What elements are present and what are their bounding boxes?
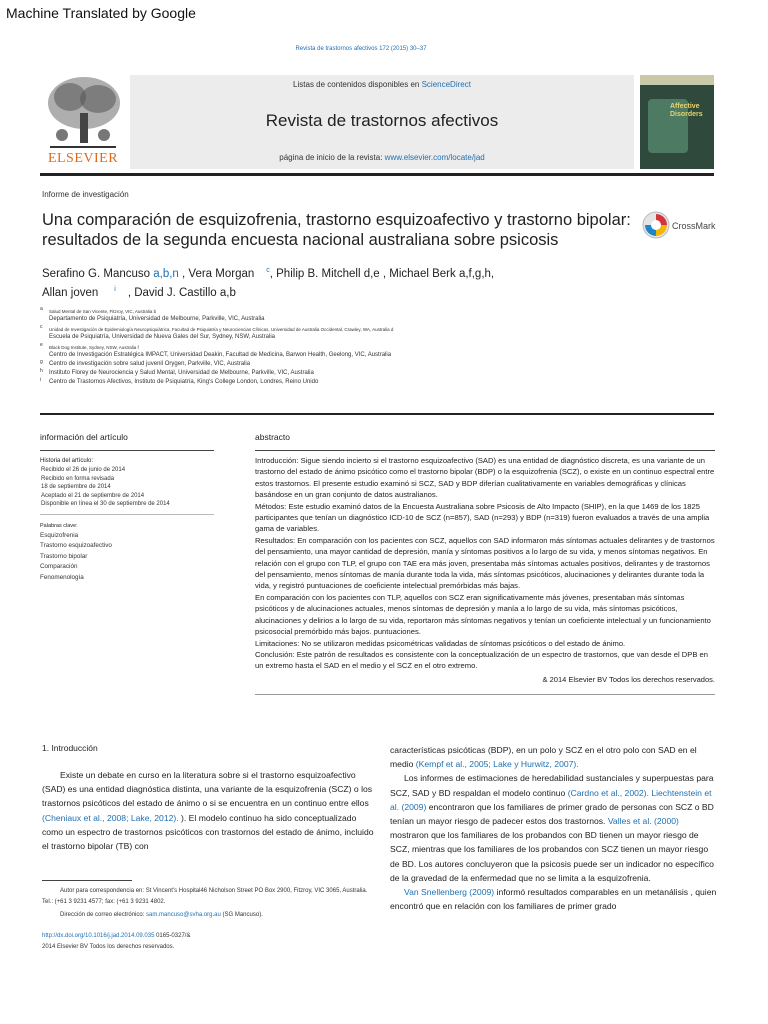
footnote-rule xyxy=(42,880,132,881)
citation-link[interactable]: Van Snellenberg (2009) xyxy=(404,887,495,898)
article-type: Informe de investigación xyxy=(42,190,129,199)
affiliations xyxy=(40,306,720,387)
section-heading: 1. Introducción xyxy=(42,743,98,753)
history-list xyxy=(40,466,214,509)
homepage-link[interactable]: www.elsevier.com/locate/jad xyxy=(384,153,485,162)
email-link[interactable]: sam.mancuso@svha.org.au xyxy=(146,912,221,918)
body-text: características psicóticas (BDP), en un polo y SCZ en el otro polo con SAD en el medio xyxy=(390,745,697,770)
abstract-copyright: & 2014 Elsevier BV Todos los derechos reservados. xyxy=(542,674,715,684)
affiliation xyxy=(40,326,720,333)
affiliation-mark: e xyxy=(40,342,43,348)
affiliation xyxy=(40,344,720,351)
affiliation-text: Escuela de Psiquiatría, Universidad de Nueva Gales del Sur, Sydney, NSW, Australia xyxy=(49,334,276,340)
cover-title-1: Affective xyxy=(670,103,700,110)
citation-link[interactable]: (Cheniaux et al., 2008; Lake, 2012). xyxy=(42,812,179,823)
abstract-paragraph: Conclusión: Este patrón de resultados es consistente con la conceptualización de un espectro de trastornos, que van desde el DPB en un extremo hasta el SAD en el medio y el SCZ en el otro extremo. xyxy=(255,649,708,671)
translation-banner: Machine Translated by Google xyxy=(6,5,196,21)
keyword: Trastorno esquizoafectivo xyxy=(40,542,112,549)
header-rule xyxy=(40,173,714,176)
sciencedirect-link[interactable]: ScienceDirect xyxy=(421,80,471,89)
abstract-paragraph: Limitaciones: No se utilizaron medidas psicométricas validadas de síntomas psicóticos o del estado de ánimo. xyxy=(255,638,626,648)
citation-link[interactable]: Liechtenstein et al. (2009) xyxy=(390,787,712,812)
article-info xyxy=(40,432,214,583)
citation-link[interactable]: (Kempf et al., 2005; Lake y Hurwitz, 2007). xyxy=(415,759,579,770)
author[interactable]: , Michael Berk a,f,g,h, xyxy=(382,267,495,280)
history-item: Recibido en forma revisada xyxy=(41,475,115,482)
author-list xyxy=(42,263,642,301)
body-text: Existe un debate en curso en la literatura sobre si el trastorno esquizoafectivo (SAD) es una entidad diagnóstica distinta, una variante de la esquizofrenia (SCZ) o los trastornos psicóticos del estado de ánimo o si se encuentra en un continuo entre ellos xyxy=(42,770,373,809)
author[interactable]: , David J. Castillo a,b xyxy=(127,286,236,299)
abstract-rule xyxy=(255,450,715,451)
keyword: Comparación xyxy=(40,563,78,570)
body-text: encontraron que los familiares de primer grado de personas con SCZ o BD tenían un mayor riesgo de padecer estos dos trastornos. xyxy=(390,801,714,827)
body-text: mostraron que los familiares de los probandos con BD tienen un mayor riesgo de SCZ, mientras que los familiares de los probandos con SCZ tienen un mayor riesgo de BD. Los autores concluyeron que la psicosis puede ser un indicador no específico de la gravedad de la enfermedad que no se limita a la esquizofrenia. xyxy=(390,830,714,883)
info-separator xyxy=(40,514,214,515)
elsevier-tree-icon xyxy=(40,73,126,153)
abstract-paragraph: En comparación con los pacientes con TLP, aquellos con SCZ eran significativamente más jóvenes, presentaban más síntomas psicóticos y de alucinaciones actuales, menos síntomas de depresión y manía a lo largo de su vida, más síntomas psicóticos, alucinaciones y delirios a lo largo de su vida, reportaron más síntomas negativos y tenían un coeficiente intelectual y un funcionamiento psicosocial premórbido más bajos. puntuaciones. xyxy=(255,592,711,637)
affiliation-text: Centro de Investigación Estratégica IMPACT, Universidad Deakin, Facultad de Medicina, Barwon Health, Geelong, VIC, Australia xyxy=(49,352,392,358)
body-text: Los informes de estimaciones de heredabilidad sustanciales y superpuestas para SCZ, SAD y BD respaldan el modelo continuo xyxy=(390,773,714,798)
affiliation xyxy=(40,308,720,315)
affiliation xyxy=(40,333,720,342)
article-title: Una comparación de esquizofrenia, trastorno esquizoafectivo y trastorno bipolar: resultados de la segunda encuesta nacional australiana sobre psicosis xyxy=(42,211,631,249)
header-band xyxy=(130,75,634,169)
cover-title-2: Disorders xyxy=(670,111,703,118)
keyword: Esquizofrenia xyxy=(40,531,79,539)
intro-paragraph xyxy=(42,768,375,853)
keyword: Fenomenología xyxy=(40,573,84,581)
body-text: ). El modelo continuo ha sido conceptualizado como un espectro de trastornos psicóticos con trastornos del estado de ánimo, incluido el trastorno bipolar (TB) con xyxy=(42,812,374,852)
body-text: informó resultados comparables en un metanálisis , quien encontró que en relación con los familiares de primer grado xyxy=(390,887,717,912)
citation-link[interactable]: (Cardno et al., 2002). xyxy=(567,787,649,798)
affiliation xyxy=(40,360,720,369)
contents-line: Listas de contenidos disponibles en ScienceDirect xyxy=(293,80,471,89)
affiliation-rule xyxy=(40,413,714,415)
crossmark-label: CrossMark xyxy=(672,221,716,231)
abstract-bottom-rule xyxy=(255,694,715,695)
history-item: Disponible en línea el 30 de septiembre de 2014 xyxy=(41,501,170,507)
author[interactable]: , Philip B. Mitchell d,e xyxy=(269,267,380,280)
affiliation-text: Instituto Florey de Neurociencia y Salud Mental, Universidad de Melbourne, Parkville, VIC, Australia xyxy=(49,370,314,376)
body-paragraph xyxy=(390,771,718,885)
affiliation xyxy=(40,315,720,324)
history-item: 18 de septiembre de 2014 xyxy=(41,484,111,490)
elsevier-logo xyxy=(40,73,126,166)
doi-line: http://dx.doi.org/10.1016/j.jad.2014.09.035 0165-0327/& xyxy=(42,933,191,939)
author[interactable]: , Vera Morgan $^c$ xyxy=(182,267,270,280)
footnotes xyxy=(42,880,375,953)
author[interactable]: Serafino G. Mancuso a,b,n xyxy=(42,267,179,280)
keyword: Trastorno bipolar xyxy=(40,552,88,560)
history-label: Historia del artículo: xyxy=(40,458,94,464)
affiliation-mark: g xyxy=(40,359,43,365)
affiliation-mark: i xyxy=(40,377,42,383)
affiliation xyxy=(40,378,720,387)
abstract-body xyxy=(255,455,715,672)
keywords-label: Palabras clave: xyxy=(40,522,78,529)
affiliation-text: Salud Mental de San Vicente, Fitzroy, VIC, Australia b xyxy=(49,309,157,314)
journal-cover xyxy=(640,75,714,169)
body-right-column xyxy=(390,743,718,913)
history-item: Aceptado el 21 de septiembre de 2014 xyxy=(41,492,145,499)
email-note: Dirección de correo electrónico: sam.mancuso@svha.org.au (SG Mancuso). xyxy=(60,912,263,918)
affiliation-mark: a xyxy=(40,306,43,312)
abstract-paragraph: Resultados: En comparación con los pacientes con SCZ, aquellos con SAD informaron más síntomas actuales delirantes y de trastornos del pensamiento, una mayor cantidad de depresión, manía y síntomas positivos a lo largo de su vida, y menos síntomas negativos. En relación con el grupo con TLP, el grupo con TAE era más joven, presentaba más síntomas actuales positivos, delirantes y de trastornos del pensamiento, menos síntomas de manía durante toda la vida, más síntomas psicóticos, alucinaciones y delirantes durante toda la vida, y registró puntuaciones de coeficiente intelectual premórbidas más bajas. xyxy=(255,535,715,591)
abstract-paragraph: Métodos: Este estudio examinó datos de la Encuesta Australiana sobre Psicosis de Alto Impacto (SHIP), en la que 1469 de los 1825 participantes que tenían un diagnóstico ICD-10 de SCZ (n=857), SAD (n=293) y BDP (n=319) fueron evaluados a través de una amplia gama de variables. xyxy=(255,501,710,534)
affiliation xyxy=(40,351,720,360)
body-left-column xyxy=(42,743,375,853)
affiliation-text: Unidad de Investigación de Epidemiología Neuropsiquiátrica, Facultad de Psiquiatría y Neurociencias Clínicas, Universidad de Australia Occidental, Crawley, WA, Australia d xyxy=(49,327,394,332)
footer-copyright: 2014 Elsevier BV Todos los derechos reservados. xyxy=(42,944,175,950)
affiliation-text: Centro de investigación sobre salud juvenil Orygen, Parkville, VIC, Australia xyxy=(49,361,251,367)
journal-title: Revista de trastornos afectivos xyxy=(265,111,499,130)
affiliation-mark: c xyxy=(40,324,43,330)
journal-reference[interactable]: Revista de trastornos afectivos 172 (2015) 30–37 xyxy=(295,46,427,52)
keyword-list xyxy=(40,531,214,584)
abstract xyxy=(255,432,715,695)
affiliation-text: Black Dog Institute, Sydney, NSW, Australia f xyxy=(49,345,139,350)
crossmark-icon xyxy=(642,211,670,241)
article-info-heading: información del artículo xyxy=(40,432,128,442)
article-info-rule xyxy=(40,450,214,451)
abstract-heading: abstracto xyxy=(255,432,290,442)
journal-header xyxy=(40,69,714,174)
abstract-paragraph: Introducción: Sigue siendo incierto si el trastorno esquizoafectivo (SAD) es una entidad de diagnóstico discreta, es una variante de un trastorno del estado de ánimo psicótico como el trastorno bipolar (BDP) o la esquizofrenia (SCZ), o existe en un continuo espectral entre estos trastornos. El presente estudio examinó si SCZ, SAD y BDP diferían cualitativamente en variables demográficas y clínicas basándose en un gran conjunto de datos australianos. xyxy=(255,456,715,500)
correspondence-note: Autor para correspondencia en: St Vincent's Hospital46 Nicholson Street PO Box 2900, Fitzroy, VIC 3065, Australia. Tel.: (+61 3 9231 4577; fax: (+61 3 9231 4802. xyxy=(42,888,368,905)
homepage-line: página de inicio de la revista: www.elsevier.com/locate/jad xyxy=(279,153,485,162)
affiliation-text: Centro de Trastornos Afectivos, Instituto de Psiquiatría, King's College London, Londres, Reino Unido xyxy=(49,379,319,385)
author[interactable]: Allan joven $^i$ xyxy=(42,285,116,299)
doi-link[interactable]: http://dx.doi.org/10.1016/j.jad.2014.09.035 xyxy=(42,933,155,939)
publisher-name: ELSEVIER xyxy=(47,151,119,166)
crossmark-badge[interactable] xyxy=(642,211,718,241)
affiliation xyxy=(40,369,720,378)
affiliation-mark: h xyxy=(40,368,43,374)
body-paragraph xyxy=(390,885,718,913)
history-item: Recibido el 26 de junio de 2014 xyxy=(41,467,126,473)
affiliation-text: Departamento de Psiquiatría, Universidad de Melbourne, Parkville, VIC, Australia xyxy=(49,316,265,322)
citation-link[interactable]: Valles et al. (2000) xyxy=(607,816,679,827)
body-paragraph xyxy=(390,743,718,771)
cover-top-strip xyxy=(640,75,714,85)
